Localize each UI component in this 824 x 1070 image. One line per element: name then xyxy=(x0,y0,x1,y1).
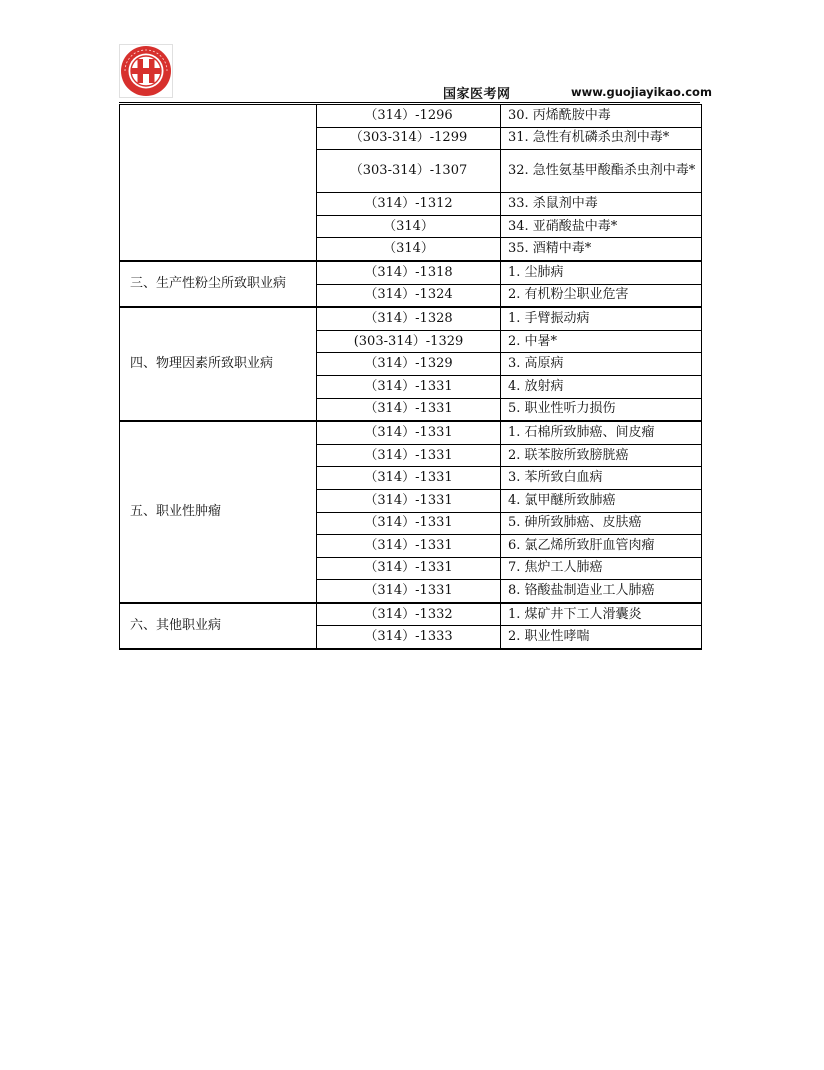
code-cell: （314）-1318 xyxy=(317,261,501,284)
table-row xyxy=(120,307,702,330)
code-cell: （314）-1312 xyxy=(317,193,501,216)
category-cell: 三、生产性粉尘所致职业病 xyxy=(120,261,317,307)
disease-name-cell: 1. 煤矿井下工人滑囊炎 xyxy=(501,603,702,626)
logo-icon xyxy=(120,45,173,98)
disease-name-cell: 1. 尘肺病 xyxy=(501,261,702,284)
disease-name-cell: 33. 杀鼠剂中毒 xyxy=(501,193,702,216)
site-name: 国家医考网 xyxy=(443,87,511,102)
code-cell: （314）-1331 xyxy=(317,512,501,535)
occupational-disease-table xyxy=(119,104,702,650)
site-logo xyxy=(119,44,173,98)
disease-name-cell: 3. 苯所致白血病 xyxy=(501,467,702,490)
disease-name-cell: 35. 酒精中毒* xyxy=(501,238,702,261)
code-cell: （314） xyxy=(317,238,501,261)
table-row xyxy=(120,261,702,284)
header-divider xyxy=(119,102,700,103)
category-cell: 六、其他职业病 xyxy=(120,603,317,649)
code-cell: （314）-1331 xyxy=(317,375,501,398)
table-row xyxy=(120,105,702,128)
code-cell: （314）-1328 xyxy=(317,307,501,330)
disease-name-cell: 2. 有机粉尘职业危害 xyxy=(501,284,702,307)
disease-name-cell: 4. 氯甲醚所致肺癌 xyxy=(501,489,702,512)
disease-name-cell: 2. 职业性哮喘 xyxy=(501,626,702,649)
code-cell: (303-314）-1329 xyxy=(317,330,501,353)
disease-name-cell: 31. 急性有机磷杀虫剂中毒* xyxy=(501,127,702,150)
code-cell: （314）-1331 xyxy=(317,467,501,490)
code-cell: （303-314）-1307 xyxy=(317,150,501,193)
site-url[interactable]: www.guojiayikao.com xyxy=(571,85,712,99)
disease-name-cell: 4. 放射病 xyxy=(501,375,702,398)
code-cell: （314）-1333 xyxy=(317,626,501,649)
code-cell: （314） xyxy=(317,215,501,238)
table-row xyxy=(120,603,702,626)
disease-name-cell: 32. 急性氨基甲酸酯杀虫剂中毒* xyxy=(501,150,702,193)
disease-name-cell: 8. 铬酸盐制造业工人肺癌 xyxy=(501,580,702,603)
code-cell: （314）-1324 xyxy=(317,284,501,307)
category-cell xyxy=(120,105,317,261)
disease-name-cell: 3. 高原病 xyxy=(501,353,702,376)
disease-name-cell: 2. 中暑* xyxy=(501,330,702,353)
code-cell: （314）-1331 xyxy=(317,398,501,421)
code-cell: （314）-1329 xyxy=(317,353,501,376)
category-cell: 五、职业性肿瘤 xyxy=(120,421,317,603)
disease-name-cell: 30. 丙烯酰胺中毒 xyxy=(501,105,702,128)
disease-name-cell: 5. 砷所致肺癌、皮肤癌 xyxy=(501,512,702,535)
disease-name-cell: 2. 联苯胺所致膀胱癌 xyxy=(501,444,702,467)
table-row xyxy=(120,421,702,444)
disease-name-cell: 34. 亚硝酸盐中毒* xyxy=(501,215,702,238)
code-cell: （314）-1331 xyxy=(317,580,501,603)
code-cell: （314）-1331 xyxy=(317,535,501,558)
code-cell: （314）-1331 xyxy=(317,421,501,444)
code-cell: （303-314）-1299 xyxy=(317,127,501,150)
disease-name-cell: 1. 石棉所致肺癌、间皮瘤 xyxy=(501,421,702,444)
disease-name-cell: 6. 氯乙烯所致肝血管肉瘤 xyxy=(501,535,702,558)
code-cell: （314）-1331 xyxy=(317,489,501,512)
disease-name-cell: 1. 手臂振动病 xyxy=(501,307,702,330)
category-cell: 四、物理因素所致职业病 xyxy=(120,307,317,421)
code-cell: （314）-1296 xyxy=(317,105,501,128)
disease-name-cell: 5. 职业性听力损伤 xyxy=(501,398,702,421)
code-cell: （314）-1331 xyxy=(317,444,501,467)
disease-name-cell: 7. 焦炉工人肺癌 xyxy=(501,557,702,580)
code-cell: （314）-1331 xyxy=(317,557,501,580)
code-cell: （314）-1332 xyxy=(317,603,501,626)
